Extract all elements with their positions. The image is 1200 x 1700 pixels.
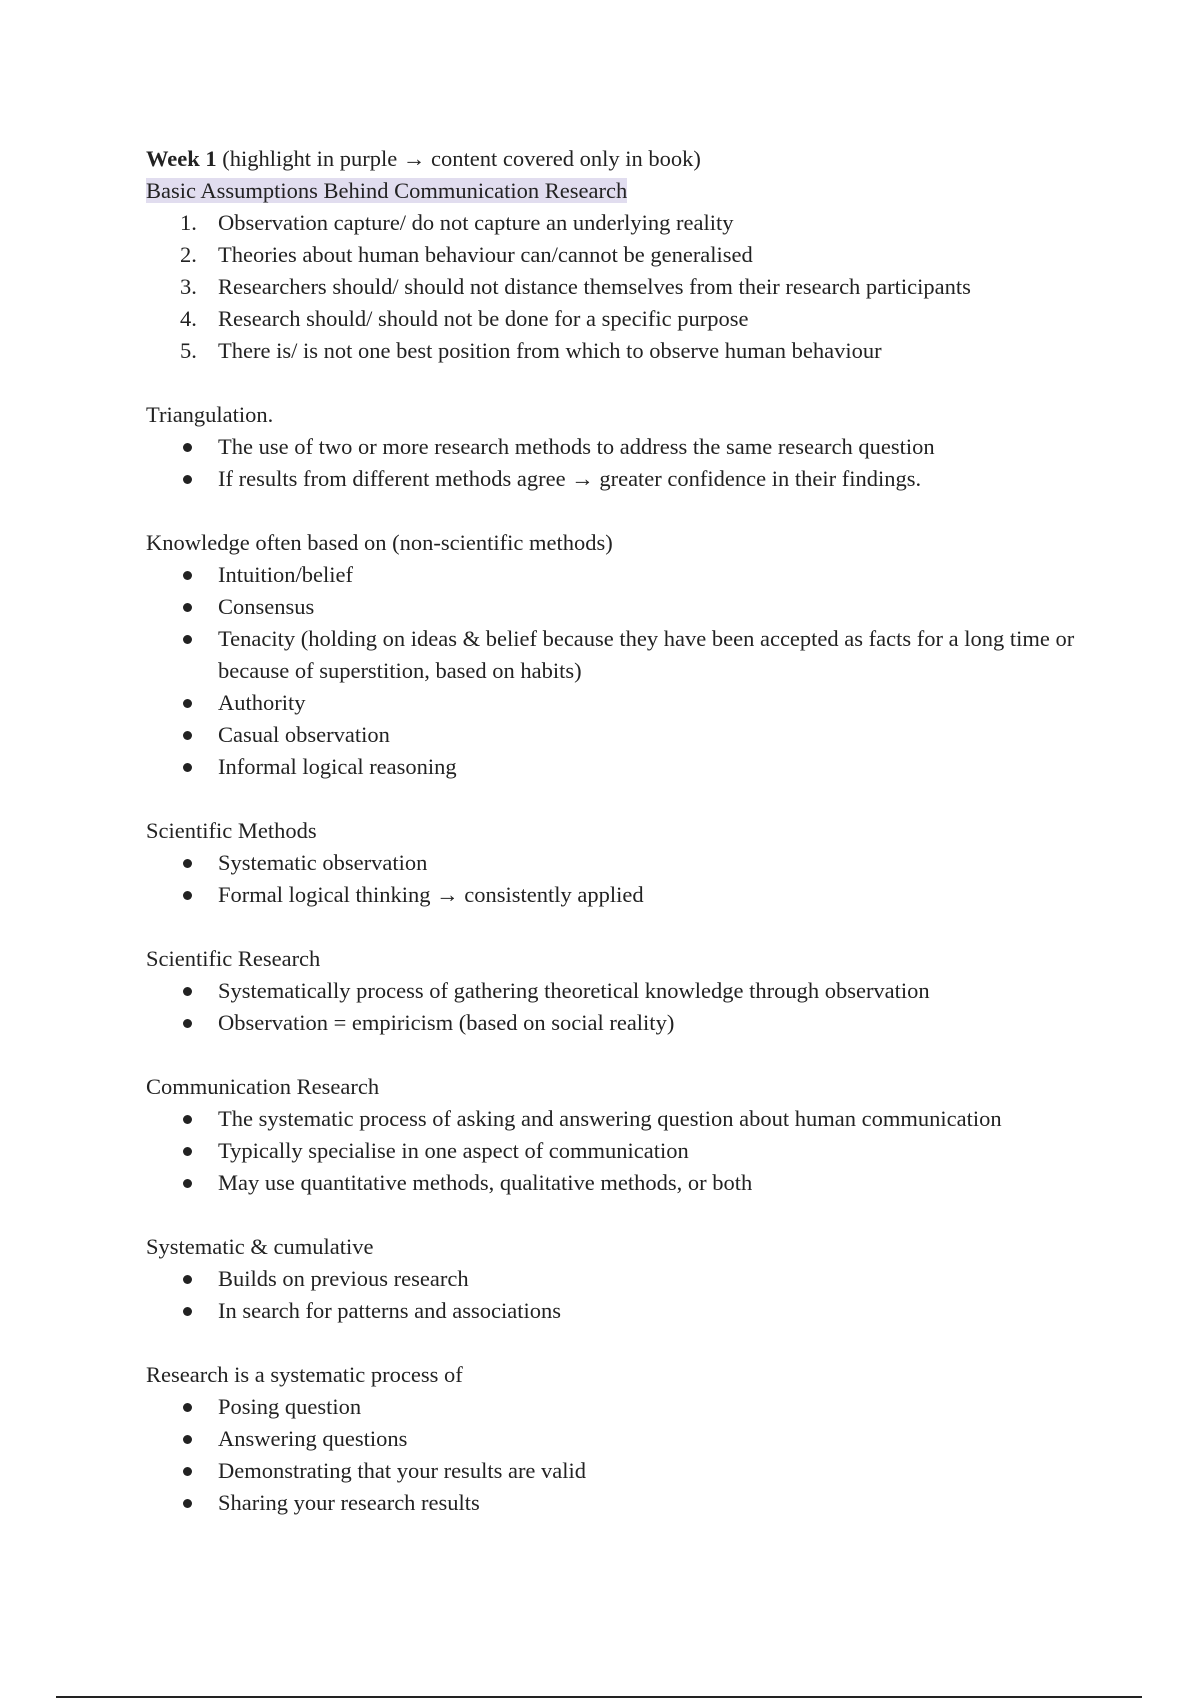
list-item-text: Builds on previous research	[218, 1266, 469, 1291]
bullet-icon	[183, 443, 192, 452]
section-title: Scientific Methods	[146, 818, 317, 843]
list-item-text: Researchers should/ should not distance themselves from their research participants	[218, 274, 971, 299]
list-item-text: Typically specialise in one aspect of communication	[218, 1138, 689, 1163]
bullet-icon	[183, 635, 192, 644]
section-triangulation	[146, 399, 1096, 495]
list-item-text: Systematic observation	[218, 850, 428, 875]
bullet-list-item	[146, 1391, 1096, 1423]
bullet-list-item	[146, 1167, 1096, 1199]
list-item-text: Informal logical reasoning	[218, 754, 457, 779]
bullet-list-item	[146, 719, 1096, 751]
list-item-text: Answering questions	[218, 1426, 408, 1451]
bullet-list-item	[146, 623, 1096, 687]
week-note: (highlight in purple → content covered only in book)	[216, 146, 701, 171]
bullet-list	[146, 559, 1096, 783]
section-systematic-cumulative	[146, 1231, 1096, 1327]
bullet-list-item	[146, 559, 1096, 591]
numbered-list-item	[146, 303, 1096, 335]
list-number: 5.	[180, 338, 197, 363]
list-item-text: Tenacity (holding on ideas & belief because they have been accepted as facts for a long time or because of superstition, based on habits)	[218, 626, 1075, 683]
bullet-icon	[183, 1435, 192, 1444]
page-bottom-rule	[56, 1696, 1142, 1698]
list-item-text: Formal logical thinking → consistently applied	[218, 882, 644, 907]
week-label: Week 1	[146, 146, 217, 171]
section-title: Communication Research	[146, 1074, 380, 1099]
bullet-list	[146, 847, 1096, 911]
section-scientific-research	[146, 943, 1096, 1039]
bullet-icon	[183, 1499, 192, 1508]
basic-assumptions-title	[146, 175, 1096, 207]
section-knowledge	[146, 527, 1096, 783]
bullet-icon	[183, 859, 192, 868]
assumptions-list	[146, 207, 1096, 367]
bullet-list-item	[146, 879, 1096, 911]
list-item-text: Sharing your research results	[218, 1490, 480, 1515]
bullet-list-item	[146, 431, 1096, 463]
bullet-list-item	[146, 1135, 1096, 1167]
list-item-text: Research should/ should not be done for a specific purpose	[218, 306, 749, 331]
section-title: Triangulation.	[146, 402, 274, 427]
list-item-text: Observation capture/ do not capture an underlying reality	[218, 210, 734, 235]
section-title: Research is a systematic process of	[146, 1362, 463, 1387]
section-title: Systematic & cumulative	[146, 1234, 374, 1259]
list-item-text: Posing question	[218, 1394, 362, 1419]
bullet-icon	[183, 1115, 192, 1124]
bullet-icon	[183, 891, 192, 900]
bullet-list-item	[146, 463, 1096, 495]
list-item-text: Authority	[218, 690, 306, 715]
bullet-list	[146, 431, 1096, 495]
list-number: 1.	[180, 210, 197, 235]
bullet-list-item	[146, 1263, 1096, 1295]
bullet-list-item	[146, 975, 1096, 1007]
list-number: 4.	[180, 306, 197, 331]
section-research-process	[146, 1359, 1096, 1519]
bullet-list-item	[146, 1455, 1096, 1487]
bullet-list-item	[146, 1423, 1096, 1455]
bullet-icon	[183, 699, 192, 708]
highlighted-title: Basic Assumptions Behind Communication Research	[146, 178, 628, 203]
list-item-text: The systematic process of asking and answering question about human communication	[218, 1106, 1002, 1131]
bullet-icon	[183, 571, 192, 580]
list-item-text: Observation = empiricism (based on social reality)	[218, 1010, 675, 1035]
section-communication-research	[146, 1071, 1096, 1199]
bullet-icon	[183, 763, 192, 772]
document-page	[146, 143, 1096, 1519]
bullet-icon	[183, 603, 192, 612]
numbered-list-item	[146, 271, 1096, 303]
bullet-list-item	[146, 687, 1096, 719]
bullet-icon	[183, 1179, 192, 1188]
list-item-text: If results from different methods agree → greater confidence in their findings.	[218, 466, 922, 491]
numbered-list-item	[146, 335, 1096, 367]
list-number: 3.	[180, 274, 197, 299]
bullet-list-item	[146, 751, 1096, 783]
bullet-list-item	[146, 847, 1096, 879]
bullet-list	[146, 975, 1096, 1039]
list-item-text: Consensus	[218, 594, 315, 619]
bullet-list	[146, 1103, 1096, 1199]
bullet-list-item	[146, 591, 1096, 623]
bullet-icon	[183, 987, 192, 996]
list-item-text: May use quantitative methods, qualitative methods, or both	[218, 1170, 753, 1195]
list-item-text: Theories about human behaviour can/cannot be generalised	[218, 242, 753, 267]
numbered-list-item	[146, 239, 1096, 271]
list-number: 2.	[180, 242, 197, 267]
bullet-icon	[183, 1275, 192, 1284]
list-item-text: Casual observation	[218, 722, 390, 747]
section-title: Scientific Research	[146, 946, 321, 971]
bullet-list-item	[146, 1295, 1096, 1327]
bullet-list-item	[146, 1487, 1096, 1519]
bullet-icon	[183, 1307, 192, 1316]
list-item-text: Intuition/belief	[218, 562, 353, 587]
week-heading	[146, 143, 1096, 175]
bullet-list	[146, 1263, 1096, 1327]
bullet-list-item	[146, 1007, 1096, 1039]
bullet-icon	[183, 1467, 192, 1476]
list-item-text: The use of two or more research methods to address the same research question	[218, 434, 935, 459]
section-scientific-methods	[146, 815, 1096, 911]
list-item-text: Demonstrating that your results are valid	[218, 1458, 587, 1483]
bullet-icon	[183, 1403, 192, 1412]
bullet-list-item	[146, 1103, 1096, 1135]
bullet-icon	[183, 1147, 192, 1156]
list-item-text: In search for patterns and associations	[218, 1298, 562, 1323]
section-title: Knowledge often based on (non-scientific methods)	[146, 530, 613, 555]
bullet-icon	[183, 475, 192, 484]
list-item-text: There is/ is not one best position from which to observe human behaviour	[218, 338, 882, 363]
numbered-list-item	[146, 207, 1096, 239]
list-item-text: Systematically process of gathering theoretical knowledge through observation	[218, 978, 930, 1003]
bullet-list	[146, 1391, 1096, 1519]
bullet-icon	[183, 731, 192, 740]
bullet-icon	[183, 1019, 192, 1028]
